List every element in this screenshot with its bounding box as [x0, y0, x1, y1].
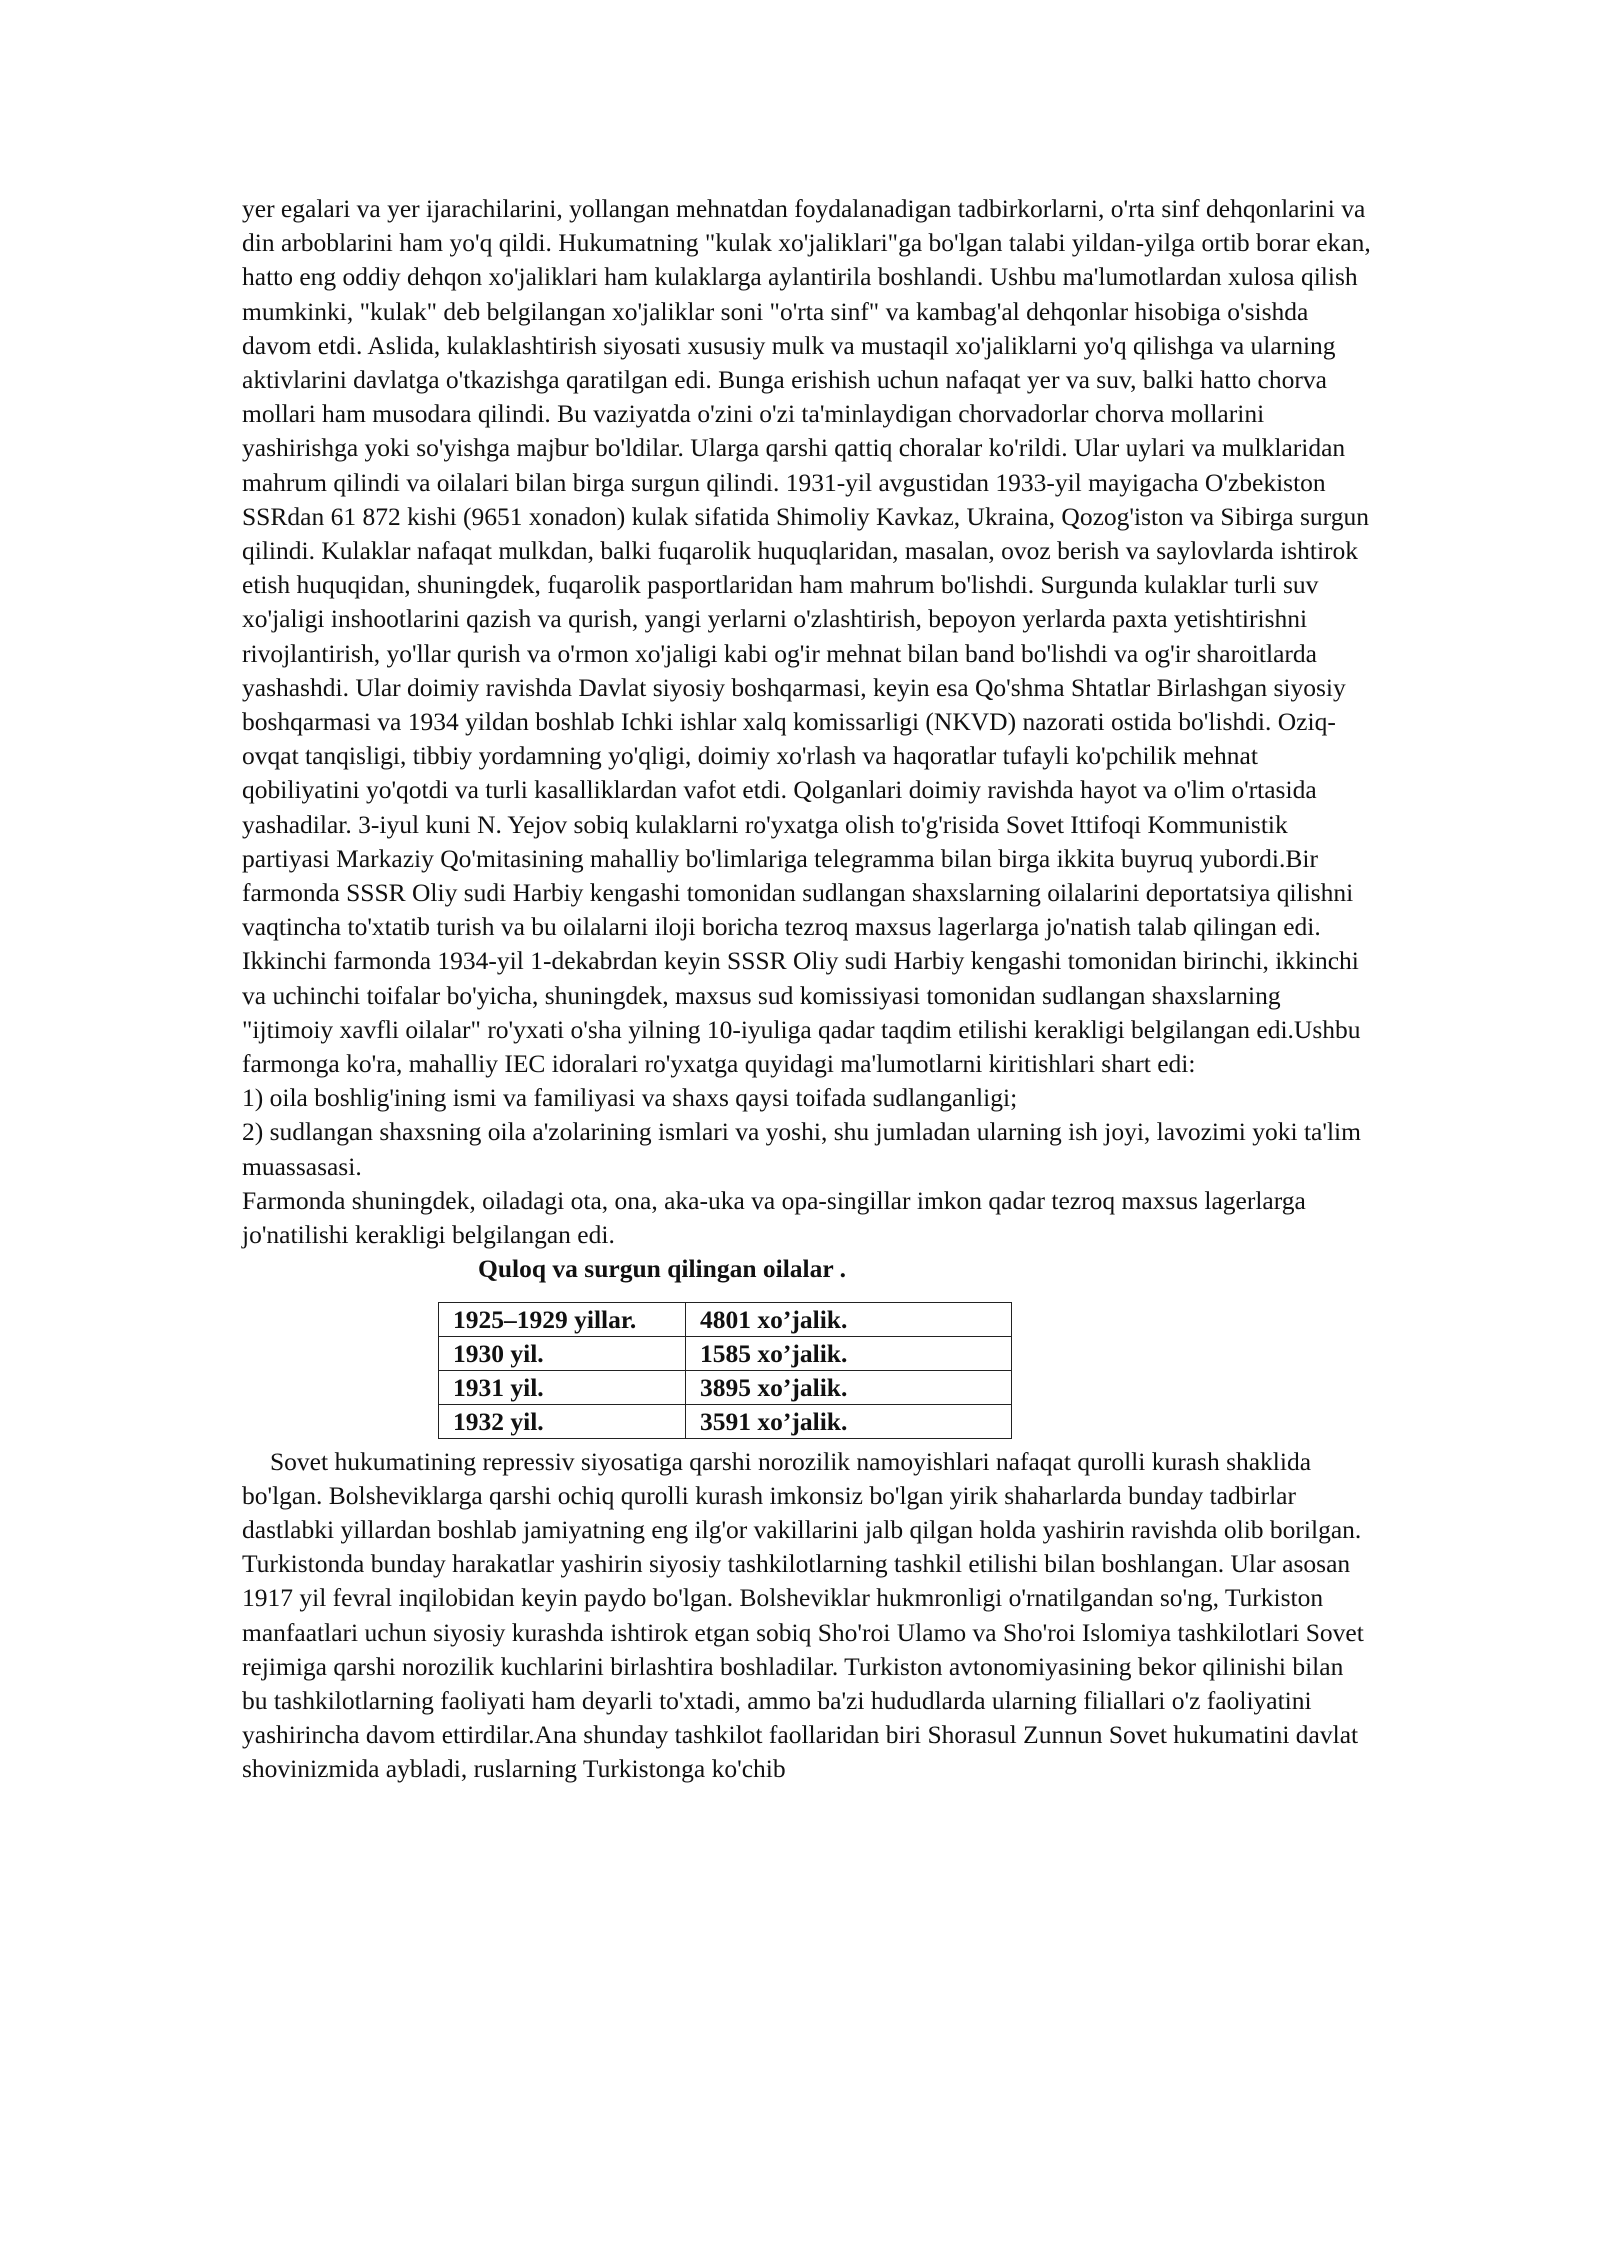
count-cell: 1585 xo’jalik.: [686, 1336, 1012, 1370]
year-cell: 1932 yil.: [439, 1404, 686, 1438]
year-cell: 1930 yil.: [439, 1336, 686, 1370]
list-item: 2) sudlangan shaxsning oila a'zolarining ismlari va yoshi, shu jumladan ularning ish joyi, lavozimi yoki ta'lim muassasasi.: [242, 1117, 1361, 1181]
paragraph: Turkistonda bunday harakatlar yashirin siyosiy tashkilotlarning tashkil etilishi bilan boshlangan. Ular asosan 1917 yil fevral inqilobidan keyin paydo bo'lgan. Bolsheviklar hukmronligi o'rnatilgandan so'ng, Turkiston manfaatlari uchun siyosiy kurashda ishtirok etgan sobiq Sho'roi Ulamo va Sho'roi Islomiya tashkilotlari Sovet rejimiga qarshi norozilik kuchlarini birlashtira boshladilar. Turkiston avtonomiyasining bekor qilinishi bilan bu tashkilotlarning faoliyati ham deyarli to'xtadi, ammo ba'zi hududlarda ularning filiallari o'z faoliyatini yashirincha davom ettirdilar.Ana shunday tashkilot faollaridan biri Shorasul Zunnun Sovet hukumatini davlat shovinizmida aybladi, ruslarning Turkistonga ko'chib: [242, 1549, 1364, 1784]
paragraph: Ikkinchi farmonda 1934-yil 1-dekabrdan keyin SSSR Oliy sudi Harbiy kengashi tomonidan birinchi, ikkinchi va uchinchi toifalar bo'yicha, shuningdek, maxsus sud komissiyasi tomonidan sudlangan shaxslarning "ijtimoiy xavfli oilalar" ro'yxati o'sha yilning 10-iyuliga qadar taqdim etilishi kerakligi belgilangan edi.Ushbu farmonga ko'ra, mahalliy IEC idoralari ro'yxatga quyidagi ma'lumotlarni kiritishlari shart edi:: [242, 946, 1361, 1079]
paragraph: yer egalari va yer ijarachilarini, yollangan mehnatdan foydalanadigan tadbirkorlarni, o'rta sinf dehqonlarini va din arboblarini ham yo'q qildi. Hukumatning "kulak xo'jaliklari"ga bo'lgan talabi yildan-yilga ortib borar ekan, hatto eng oddiy dehqon xo'jaliklari ham kulaklarga aylantirila boshlandi. Ushbu ma'lumotlardan xulosa qilish mumkinki, "kulak" deb belgilangan xo'jaliklar soni "o'rta sinf" va kambag'al dehqonlar hisobiga o'sishda davom etdi. Aslida, kulaklashtirish siyosati xususiy mulk va mustaqil xo'jaliklarni yo'q qilishga va ularning aktivlarini davlatga o'tkazishga qaratilgan edi. Bunga erishish uchun nafaqat yer va suv, balki hatto chorva mollari ham musodara qilindi. Bu vaziyatda o'zini o'zi ta'minlaydigan chorvadorlar chorva mollarini yashirishga yoki so'yishga majbur bo'ldilar. Ularga qarshi qattiq choralar ko'rildi. Ular uylari va mulklaridan mahrum qilindi va oilalari bilan birga surgun qilindi. 1931-yil avgustidan 1933-yil mayigacha O'zbekiston SSRdan 61 872 kishi (9651 xonadon) kulak sifatida Shimoliy Kavkaz, Ukraina, Qozog'iston va Sibirga surgun qilindi. Kulaklar nafaqat mulkdan, balki fuqarolik huquqlaridan, masalan, ovoz berish va saylovlarda ishtirok etish huquqidan, shuningdek, fuqarolik pasportlaridan ham mahrum bo'lishdi. Surgunda kulaklar turli suv xo'jaligi inshootlarini qazish va qurish, yangi yerlarni o'zlashtirish, bepoyon yerlarda paxta yetishtirishni rivojlantirish, yo'llar qurish va o'rmon xo'jaligi kabi og'ir mehnat bilan band bo'lishdi va og'ir sharoitlarda yashashdi. Ular doimiy ravishda Davlat siyosiy boshqarmasi, keyin esa Qo'shma Shtatlar Birlashgan siyosiy boshqarmasi va 1934 yildan boshlab Ichki ishlar xalq komissarligi (NKVD) nazorati ostida bo'lishdi. Oziq-ovqat tanqisligi, tibbiy yordamning yo'qligi, doimiy xo'rlash va haqoratlar tufayli ko'pchilik mehnat qobiliyatini yo'qotdi va turli kasalliklardan vafot etdi. Qolganlari doimiy ravishda hayot va o'lim o'rtasida yashadilar. 3-iyul kuni N. Yejov sobiq kulaklarni ro'yxatga olish to'g'risida Sovet Ittifoqi Kommunistik partiyasi Markaziy Qo'mitasining mahalliy bo'limlariga telegramma bilan birga ikkita buyruq yubordi.Bir farmonda SSSR Oliy sudi Harbiy kengashi tomonidan sudlangan shaxslarning oilalarini deportatsiya qilishni vaqtincha to'xtatib turish va bu oilalarni iloji boricha tezroq maxsus lagerlarga jo'natish talab qilingan edi.: [242, 194, 1371, 942]
count-cell: 3591 xo’jalik.: [686, 1404, 1012, 1438]
families-table: [438, 1302, 1012, 1439]
year-cell: 1925–1929 yillar.: [439, 1302, 686, 1336]
document-page: [242, 192, 1372, 1787]
table-row: [439, 1404, 1012, 1438]
year-cell: 1931 yil.: [439, 1370, 686, 1404]
paragraph: Sovet hukumatining repressiv siyosatiga qarshi norozilik namoyishlari nafaqat qurolli kurash shaklida bo'lgan. Bolsheviklarga qarshi ochiq qurolli kurash imkonsiz bo'lgan yirik shaharlarda bunday tadbirlar dastlabki yillardan boshlab jamiyatning eng ilg'or vakillarini jalb qilgan holda yashirin ravishda olib borilgan.: [242, 1446, 1362, 1544]
table-title: Quloq va surgun qilingan oilalar .: [478, 1254, 846, 1284]
count-cell: 4801 xo’jalik.: [686, 1302, 1012, 1336]
table-row: [439, 1370, 1012, 1404]
table-row: [439, 1336, 1012, 1370]
table-row: [439, 1302, 1012, 1336]
list-item: 1) oila boshlig'ining ismi va familiyasi va shaxs qaysi toifada sudlanganligi;: [242, 1083, 1018, 1113]
paragraph: Farmonda shuningdek, oiladagi ota, ona, aka-uka va opa-singillar imkon qadar tezroq maxsus lagerlarga jo'natilishi kerakligi belgilangan edi.: [242, 1185, 1306, 1250]
count-cell: 3895 xo’jalik.: [686, 1370, 1012, 1404]
